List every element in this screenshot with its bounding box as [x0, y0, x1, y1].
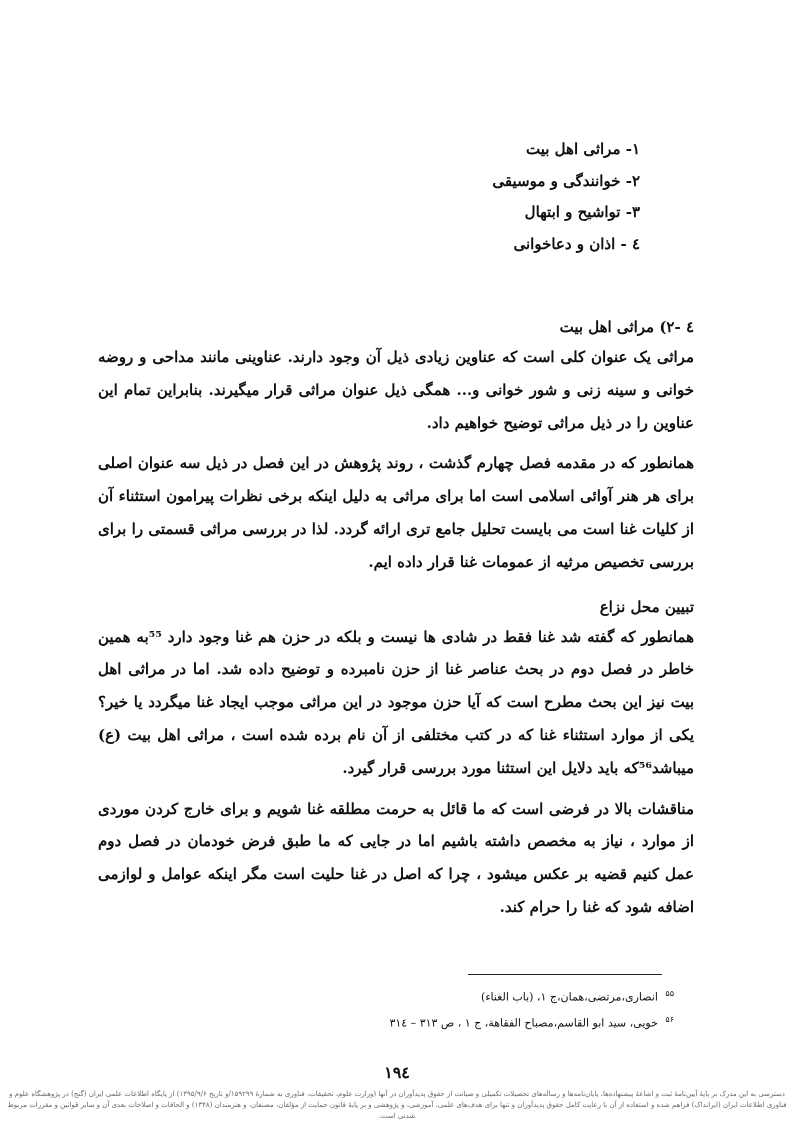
list-item: ۲- خوانندگی و موسیقی	[492, 171, 640, 190]
footnote-text: خویی، سید ابو القاسم،مصباح الفقاهة، ج ۱ ، ص ۳۱۳ – ۳۱٤	[389, 1016, 658, 1030]
main-content	[98, 313, 694, 924]
list-item: ٤ - اذان و دعاخوانی	[513, 234, 640, 253]
paragraph: همانطور که گفته شد غنا فقط در شادی ها نیست و بلکه در حزن هم غنا وجود دارد ⁵⁵به همین خاطر در فصل دوم در بحث عناصر غنا از حزن نامبرده و توضیح داده شد. اما در مراثی اهل بیت نیز این بحث مطرح است که آیا حزن موجود در این مراثی موجب ایجاد غنا میگردد یا خیر؟ یکی از موارد استثناء غنا که در کتب مختلفی از آن نام برده شده است ، مراثی اهل بیت (ع) میباشد⁵⁶که باید دلایل این استثنا مورد بررسی قرار گیرد.	[98, 627, 694, 777]
page-number: ۱۹٤	[384, 1063, 410, 1082]
section-heading: ٤ -۲) مراثی اهل بیت	[559, 318, 694, 336]
footnote-number: ۵۶	[665, 1014, 674, 1024]
paragraph: مناقشات بالا در فرضی است که ما قائل به حرمت مطلقه غنا شویم و برای خارج کردن موردی از موارد ، نیاز به مخصص داشته باشیم اما در جایی که ما طبق فرض خودمان در فصل دوم عمل کنیم قضیه بر عکس میشود ، چرا که اصل در غنا حلیت است مگر اینکه عوامل و لوازمی اضافه شود که غنا را حرام کند.	[98, 799, 694, 916]
topics-list	[240, 134, 640, 260]
paragraph: مراثی یک عنوان کلی است که عناوین زیادی ذیل آن وجود دارند. عناوینی مانند مداحی و روضه خوانی و سینه زنی و شور خوانی و... همگی ذیل عنوان مراثی قرار میگیرند. بنابراین تمام این عناوین را در ذیل مراثی توضیح خواهیم داد.	[98, 348, 694, 432]
footnote	[274, 983, 674, 1009]
footnote-number: ۵۵	[665, 989, 674, 998]
footnote-text: انصاری،مرتضی،همان،ج ۱، (باب الغناء)	[481, 990, 658, 1004]
footnote	[274, 1009, 674, 1035]
footnotes	[274, 983, 674, 1034]
list-item: ۳- تواشیح و ابتهال	[524, 203, 640, 221]
section-heading: تبیین محل نزاع	[599, 597, 694, 616]
paragraph: همانطور که در مقدمه فصل چهارم گذشت ، روند پژوهش در این فصل در ذیل سه عنوان اصلی برای هر هنر آوائی اسلامی است اما برای مراثی به دلیل اینکه برخی نظرات پیرامون استثناء آن از کلیات غنا است می بایست تحلیل جامع تری ارائه گردد. لذا در بررسی مراثی قسمتی را برای بررسی تخصیص مرثیه از عمومات غنا قرار داده ایم.	[98, 454, 694, 571]
copyright-notice: دسترسی به این مدرک بر پایهٔ آیین‌نامهٔ ثبت و اشاعهٔ پیشنهاده‌ها، پایان‌نامه‌ها و رساله‌های تحصیلات تکمیلی و صیانت از حقوق پدیدآوران در آنها (وزارت علوم، تحقیقات، فناوری به شمارهٔ ۱۵۹۲۹۹/و تاریخ ۱۳۹۵/۹/۶) از پایگاه اطلاعات علمی ایران (گنج) در پژوهشگاه علوم و فناوری اطلاعات ایران (ایرانداک) فراهم شده و استفاده از آن با رعایت کامل حقوق پدیدآوران و تنها برای هدف‌های علمی، آموزشی، و پژوهشی و بر پایهٔ قانون حمایت از مؤلفان، مصنفان، و هنرمندان (۱۳۴۸) و الحاقات و اصلاحات بعدی آن و سایر قوانین و مقررات مربوط شدنی است.	[7, 1090, 787, 1120]
footnote-divider	[468, 974, 662, 975]
list-item: ۱- مراثی اهل بیت	[526, 140, 640, 158]
